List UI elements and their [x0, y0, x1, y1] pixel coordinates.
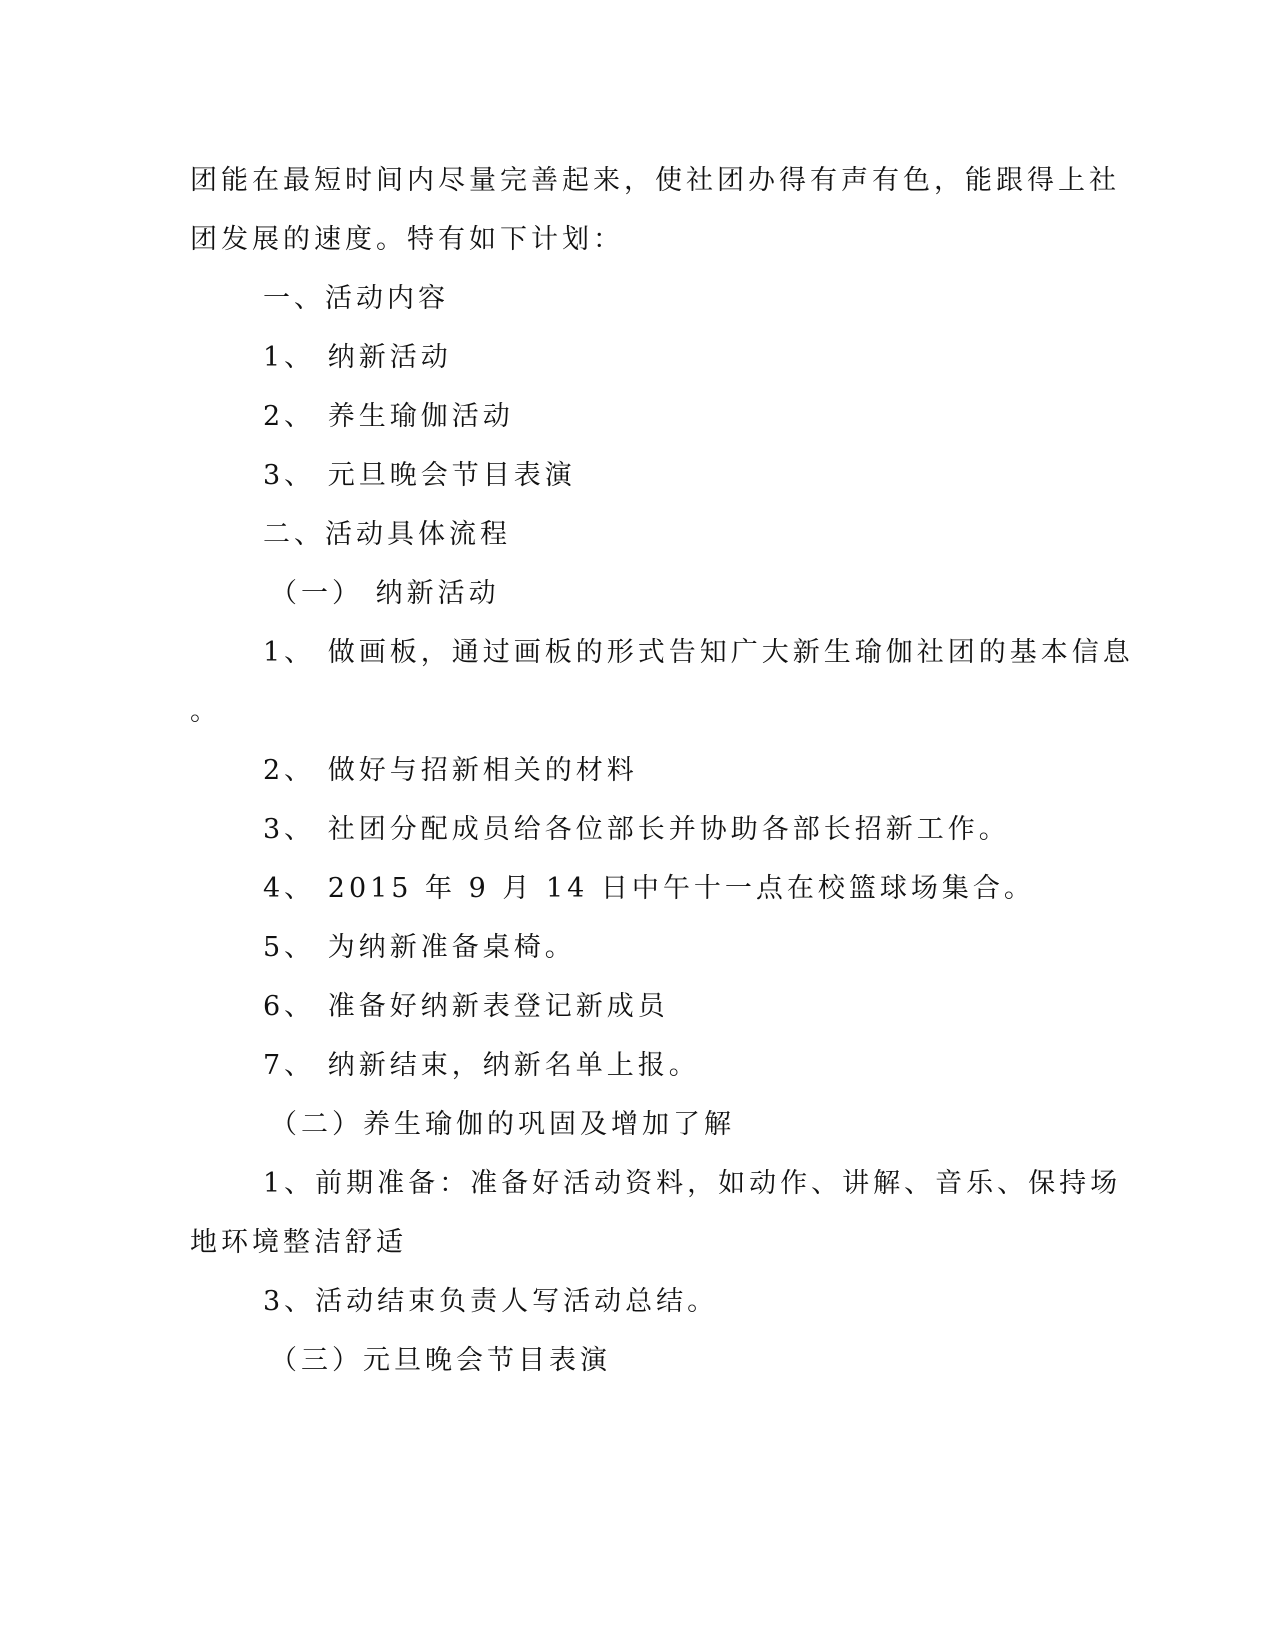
subsection-heading: （三）元旦晚会节目表演 [270, 1345, 611, 1376]
list-item: 2、 养生瑜伽活动 [263, 401, 514, 432]
paragraph-line: 团能在最短时间内尽量完善起来，使社团办得有声有色，能跟得上社 [190, 165, 1120, 196]
list-item: 6、 准备好纳新表登记新成员 [263, 991, 669, 1022]
list-item: 2、 做好与招新相关的材料 [263, 755, 638, 786]
list-item: 1、 做画板，通过画板的形式告知广大新生瑜伽社团的基本信息 [263, 637, 1134, 668]
list-item: 5、 为纳新准备桌椅。 [263, 932, 576, 963]
section-heading: 一、活动内容 [263, 283, 449, 314]
list-item: 1、前期准备：准备好活动资料，如动作、讲解、音乐、保持场 [263, 1168, 1122, 1199]
list-item: 7、 纳新结束，纳新名单上报。 [263, 1050, 700, 1081]
subsection-heading: （一） 纳新活动 [270, 578, 500, 609]
paragraph-line: 。 [190, 696, 221, 727]
subsection-heading: （二）养生瑜伽的巩固及增加了解 [270, 1109, 735, 1140]
paragraph-line: 地环境整洁舒适 [190, 1227, 407, 1258]
list-item: 1、 纳新活动 [263, 342, 452, 373]
list-item: 4、 2015 年 9 月 14 日中午十一点在校篮球场集合。 [263, 873, 1035, 904]
list-item: 3、活动结束负责人写活动总结。 [263, 1286, 719, 1317]
section-heading: 二、活动具体流程 [263, 519, 511, 550]
list-item: 3、 元旦晚会节目表演 [263, 460, 576, 491]
paragraph-line: 团发展的速度。特有如下计划： [190, 224, 624, 255]
list-item: 3、 社团分配成员给各位部长并协助各部长招新工作。 [263, 814, 1010, 845]
